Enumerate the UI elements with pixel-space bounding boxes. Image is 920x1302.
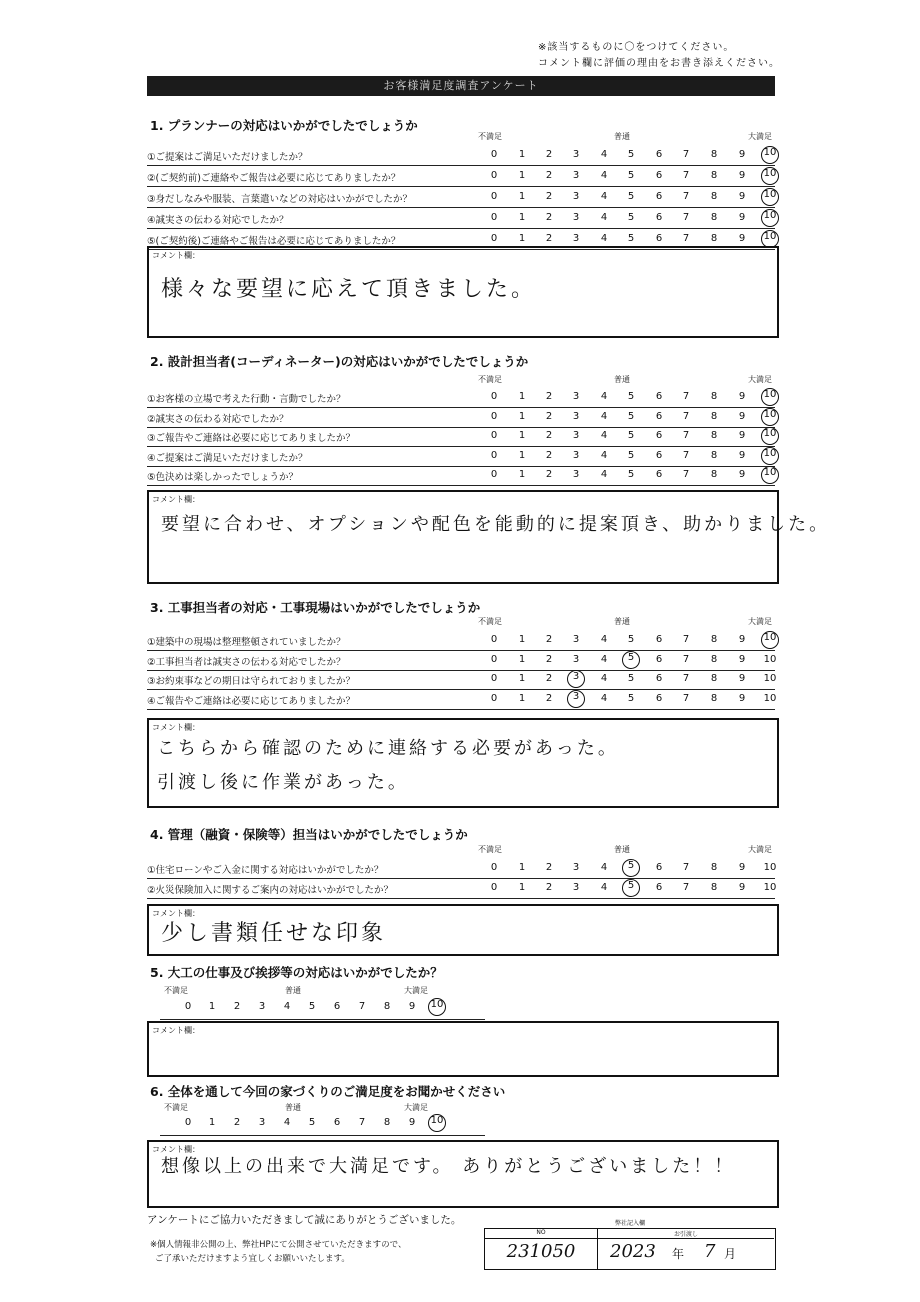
scale-high-label: 大満足 [404,986,428,995]
handwritten-comment: こちらから確認のために連絡する必要があった。 [157,738,619,759]
question-row [147,188,775,208]
comment-label: コメント欄： [152,495,200,504]
rating-option[interactable]: 8 [710,391,718,402]
rating-option[interactable]: 5 [627,391,635,402]
rating-option[interactable]: 4 [600,170,608,181]
rating-option[interactable]: 0 [490,233,498,244]
privacy-note-2: ご了承いただけますよう宜しくお願いいたします。 [155,1254,350,1264]
rating-option[interactable]: 2 [545,410,553,422]
rating-option[interactable]: 9 [738,391,746,402]
comment-box[interactable] [147,490,831,584]
question-row [147,447,775,467]
question-row [147,388,775,408]
section-title: 1. プランナーの対応はいかがでしたでしょうか [150,118,418,133]
rating-option[interactable]: 0 [490,862,498,873]
rating-option[interactable]: 0 [490,212,498,223]
rating-option-selected[interactable]: 10 [428,998,446,1016]
question-row [147,879,775,899]
rating-option[interactable]: 2 [545,430,553,441]
rating-option-selected[interactable]: 10 [761,167,779,185]
comment-label: コメント欄： [152,1145,200,1154]
rating-option-selected[interactable]: 10 [761,209,779,227]
year-unit: 年 [672,1247,685,1261]
rating-option[interactable]: 3 [572,170,580,181]
rating-option[interactable]: 5 [627,212,635,223]
rating-option[interactable]: 7 [682,469,690,480]
question-text: ④ご提案はご満足いただけましたか？ [147,452,308,464]
question-text: ④ご報告やご連絡は必要に応じてありましたか？ [147,695,356,707]
section-title: 3. 工事担当者の対応・工事現場はいかがでしたでしょうか [150,600,481,615]
rating-option[interactable]: 2 [545,449,553,461]
rating-option[interactable]: 5 [308,1001,316,1012]
rating-option[interactable]: 3 [258,1001,266,1012]
rating-option[interactable]: 8 [710,233,718,244]
comment-box[interactable] [147,1140,779,1208]
comment-box[interactable] [147,246,779,338]
rating-option[interactable]: 5 [308,1117,316,1128]
rating-option[interactable]: 2 [233,1001,241,1012]
handover-month: 7 [704,1241,716,1262]
question-row [147,690,775,710]
rating-option[interactable]: 8 [710,882,718,893]
rating-option[interactable]: 8 [710,634,718,645]
rating-option-selected[interactable]: 10 [761,146,779,164]
question-text: ③身だしなみや服装、言葉遣いなどの対応はいかがでしたか？ [147,194,413,205]
rating-option-selected[interactable]: 10 [761,427,779,445]
rating-option[interactable]: 8 [383,1001,391,1012]
question-row [147,427,775,447]
comment-label: コメント欄： [152,909,200,918]
rating-option[interactable]: 1 [518,862,526,873]
rating-option[interactable]: 3 [572,653,580,665]
rating-option[interactable]: 9 [738,449,746,461]
rating-option[interactable]: 8 [710,653,718,665]
rating-option[interactable]: 7 [358,1117,366,1128]
rating-option[interactable]: 8 [710,449,718,461]
rating-option[interactable]: 9 [738,692,746,704]
rating-option[interactable]: 1 [518,882,526,893]
rating-option[interactable]: 1 [518,212,526,223]
scale-mid-label: 普通 [614,132,630,141]
rating-option[interactable]: 3 [572,212,580,223]
scale-low-label: 不満足 [478,132,502,141]
rating-option[interactable]: 9 [738,233,746,244]
rating-option-selected[interactable]: 5 [622,879,640,897]
scale-high-label: 大満足 [748,375,772,384]
rating-option[interactable]: 4 [600,191,608,202]
rating-option-selected[interactable]: 10 [761,408,779,426]
rating-option[interactable]: 8 [710,410,718,422]
rating-option[interactable]: 3 [572,430,580,441]
question-text: ③ご報告やご連絡は必要に応じてありましたか？ [147,433,356,444]
rating-option[interactable]: 1 [518,233,526,244]
rating-option[interactable]: 1 [518,469,526,480]
rating-option[interactable]: 4 [600,391,608,402]
rating-option[interactable]: 6 [655,191,663,202]
handover-cell [598,1229,774,1269]
rating-option[interactable]: 0 [184,1117,192,1128]
question-text: ②工事担当者は誠実さの伝わる対応でしたか？ [147,656,346,668]
rating-option[interactable]: 2 [545,673,553,684]
rating-option[interactable]: 0 [490,882,498,893]
rating-option[interactable]: 5 [627,692,635,704]
rating-option[interactable]: 4 [600,634,608,645]
rating-option-selected[interactable]: 10 [761,631,779,649]
question-text: ③お約束事などの期日は守られておりましたか？ [147,676,356,687]
rating-option[interactable]: 2 [545,634,553,645]
rating-option[interactable]: 0 [490,673,498,684]
rating-option[interactable]: 5 [627,191,635,202]
rating-option[interactable]: 9 [738,410,746,422]
rating-option[interactable]: 0 [490,149,498,160]
rating-option[interactable]: 3 [572,882,580,893]
rating-option[interactable]: 2 [545,233,553,244]
rating-option[interactable]: 5 [627,149,635,160]
rating-option[interactable]: 9 [738,170,746,181]
rating-option[interactable]: 6 [655,449,663,461]
question-row [147,167,775,187]
rating-option[interactable]: 0 [490,469,498,480]
rating-option-selected[interactable]: 5 [622,859,640,877]
rating-option[interactable]: 1 [518,653,526,665]
rating-option[interactable]: 9 [738,212,746,223]
rating-option[interactable]: 9 [738,191,746,202]
rating-option[interactable]: 3 [572,191,580,202]
rating-option[interactable]: 0 [490,391,498,402]
rating-option[interactable]: 7 [682,191,690,202]
comment-box[interactable] [147,904,779,956]
scale-mid-label: 普通 [285,986,301,995]
scale-high-label: 大満足 [404,1103,428,1112]
handover-year: 2023 [610,1241,656,1262]
rating-option[interactable]: 6 [333,1001,341,1012]
question-row [147,859,775,879]
office-use-label: 弊社記入欄 [614,1220,645,1227]
rating-option[interactable]: 8 [710,692,718,704]
rating-option[interactable]: 0 [490,653,498,665]
rating-option[interactable]: 6 [655,882,663,893]
rating-option[interactable]: 8 [710,170,718,181]
rating-option[interactable]: 2 [545,149,553,160]
rating-option[interactable]: 7 [682,862,690,873]
rating-option[interactable]: 1 [518,634,526,645]
rating-option[interactable]: 8 [710,430,718,441]
rating-option[interactable]: 7 [682,233,690,244]
rating-option[interactable]: 2 [545,862,553,873]
comment-label: コメント欄： [152,1026,200,1035]
rating-option[interactable]: 1 [518,391,526,402]
section-title: 6. 全体を通して今回の家づくりのご満足度をお聞かせください [150,1084,506,1099]
rating-option[interactable]: 7 [682,634,690,645]
rating-option[interactable]: 1 [518,149,526,160]
rating-option[interactable]: 5 [627,634,635,645]
question-text: ④誠実さの伝わる対応でしたか？ [147,215,289,226]
rating-option-selected[interactable]: 10 [428,1114,446,1132]
handwritten-comment: 少し書類任せな印象 [161,921,387,946]
rating-option[interactable]: 9 [408,1001,416,1012]
rating-option[interactable]: 1 [518,191,526,202]
rating-option-selected[interactable]: 10 [761,188,779,206]
rating-option[interactable]: 1 [518,673,526,684]
rating-option-selected[interactable]: 3 [567,690,585,708]
rating-option[interactable]: 6 [655,233,663,244]
rating-option[interactable]: 5 [627,170,635,181]
rating-option[interactable]: 3 [572,469,580,480]
rating-option[interactable]: 0 [490,191,498,202]
rating-option[interactable]: 10 [763,692,777,704]
rating-option[interactable]: 1 [518,410,526,422]
comment-label: コメント欄： [152,251,200,260]
rating-option[interactable]: 8 [710,469,718,480]
rating-option[interactable]: 4 [600,212,608,223]
office-use-table [484,1228,776,1270]
instruction-note-1: ※該当するものに〇をつけてください。 [538,42,735,53]
rating-option[interactable]: 5 [627,673,635,684]
rating-option-selected[interactable]: 10 [761,230,779,248]
scale-high-label: 大満足 [748,617,772,626]
rating-option[interactable]: 2 [233,1117,241,1128]
question-text: ⑤(ご契約後)ご連絡やご報告は必要に応じてありましたか？ [147,236,401,247]
rating-option[interactable]: 7 [682,149,690,160]
section-title: 4. 管理（融資・保険等）担当はいかがでしたでしょうか [150,827,468,842]
question-text: ①建築中の現場は整理整頓されていましたか？ [147,637,346,648]
rating-option[interactable]: 0 [184,1001,192,1012]
rating-option[interactable]: 4 [600,862,608,873]
rating-option[interactable]: 4 [600,149,608,160]
rating-option[interactable]: 5 [627,410,635,422]
rating-option[interactable]: 9 [738,882,746,893]
scale-mid-label: 普通 [614,845,630,854]
scale-low-label: 不満足 [478,617,502,626]
section-title: 2. 設計担当者(コーディネーター)の対応はいかがでしたでしょうか [150,354,529,369]
rating-option[interactable]: 4 [600,430,608,441]
rating-option[interactable]: 7 [358,1001,366,1012]
rating-option[interactable]: 0 [490,449,498,461]
handwritten-comment: 要望に合わせ、オプションや配色を能動的に提案頂き、助かりました。 [161,514,831,535]
rating-option[interactable]: 4 [600,410,608,422]
rating-option[interactable]: 2 [545,391,553,402]
rating-option[interactable]: 0 [490,430,498,441]
handover-label: お引渡し [598,1229,774,1239]
privacy-note-1: ※個人情報非公開の上、弊社HPにて公開させていただきますので、 [150,1240,407,1250]
thanks-text: アンケートにご協力いただきまして誠にありがとうございました。 [147,1214,462,1226]
instruction-note-2: コメント欄に評価の理由をお書き添えください。 [538,58,780,69]
no-label: NO [485,1229,597,1239]
rating-option[interactable]: 6 [655,862,663,873]
rating-option[interactable]: 3 [572,449,580,461]
scale-low-label: 不満足 [478,375,502,384]
rating-option[interactable]: 6 [655,634,663,645]
question-row [147,631,775,651]
rating-option[interactable]: 2 [545,170,553,181]
rating-option[interactable]: 8 [710,673,718,684]
rating-option[interactable]: 9 [738,653,746,665]
rating-option[interactable]: 1 [518,170,526,181]
rating-option[interactable]: 3 [572,233,580,244]
rating-option[interactable]: 6 [333,1117,341,1128]
rating-option[interactable]: 6 [655,410,663,422]
scale-low-label: 不満足 [164,1103,188,1112]
rating-option[interactable]: 9 [408,1117,416,1128]
rating-option[interactable]: 0 [490,634,498,645]
rating-option[interactable]: 2 [545,212,553,223]
rating-option[interactable]: 10 [763,673,777,684]
rating-option[interactable]: 3 [572,149,580,160]
rating-option[interactable]: 7 [682,882,690,893]
question-row [147,209,775,229]
rating-option[interactable]: 7 [682,653,690,665]
rating-option[interactable]: 2 [545,882,553,893]
scale-high-label: 大満足 [748,132,772,141]
rating-option[interactable]: 1 [208,1001,216,1012]
rating-option[interactable]: 5 [627,469,635,480]
rating-option[interactable]: 2 [545,191,553,202]
rating-option[interactable]: 5 [627,430,635,441]
question-text: ②火災保険加入に関するご案内の対応はいかがでしたか？ [147,885,394,896]
no-cell [485,1229,598,1269]
rating-option[interactable]: 9 [738,673,746,684]
question-row [147,408,775,428]
comment-box[interactable] [147,718,779,808]
rating-option[interactable]: 2 [545,653,553,665]
survey-title: お客様満足度調査アンケート [147,76,775,96]
question-text: ⑤色決めは楽しかったでしょうか？ [147,472,299,483]
scale-low-label: 不満足 [478,845,502,854]
rating-option[interactable]: 6 [655,149,663,160]
rating-option[interactable]: 3 [258,1117,266,1128]
rating-option[interactable]: 9 [738,862,746,873]
question-row [147,651,775,671]
rating-option[interactable]: 7 [682,170,690,181]
rating-option[interactable]: 7 [682,692,690,704]
rating-option[interactable]: 3 [572,634,580,645]
rating-option[interactable]: 8 [710,149,718,160]
handwritten-comment: 引渡し後に作業があった。 [157,772,409,793]
rating-option[interactable]: 7 [682,673,690,684]
rating-option-selected[interactable]: 10 [761,388,779,406]
rating-option[interactable]: 6 [655,673,663,684]
rating-option[interactable]: 5 [627,233,635,244]
rating-option[interactable]: 0 [490,170,498,181]
rating-option[interactable]: 7 [682,212,690,223]
scale-low-label: 不満足 [164,986,188,995]
rating-option[interactable]: 2 [545,469,553,480]
rating-option[interactable]: 1 [518,692,526,704]
handwritten-comment: 想像以上の出来で大満足です。 ありがとうございました！！ [161,1156,736,1177]
rating-row [160,1117,485,1136]
rating-option[interactable]: 6 [655,653,663,665]
rating-option[interactable]: 6 [655,212,663,223]
no-value: 231050 [506,1241,576,1262]
handwritten-comment: 様々な要望に応えて頂きました。 [161,277,537,302]
rating-option-selected[interactable]: 3 [567,670,585,688]
rating-option[interactable]: 7 [682,410,690,422]
question-text: ①お客様の立場で考えた行動・言動でしたか？ [147,394,346,405]
rating-option[interactable]: 6 [655,170,663,181]
rating-option[interactable]: 4 [600,673,608,684]
rating-option[interactable]: 7 [682,391,690,402]
question-row [147,466,775,486]
rating-option[interactable]: 1 [208,1117,216,1128]
rating-option[interactable]: 5 [627,449,635,461]
rating-option[interactable]: 6 [655,430,663,441]
month-unit: 月 [724,1247,737,1261]
rating-option[interactable]: 3 [572,391,580,402]
rating-option[interactable]: 6 [655,469,663,480]
section-title: 5. 大工の仕事及び挨拶等の対応はいかがでしたか？ [150,965,443,980]
rating-option[interactable]: 8 [710,212,718,223]
rating-option[interactable]: 6 [655,692,663,704]
rating-option[interactable]: 4 [600,653,608,665]
scale-mid-label: 普通 [285,1103,301,1112]
rating-option[interactable]: 4 [600,469,608,480]
rating-option[interactable]: 4 [600,233,608,244]
rating-option[interactable]: 1 [518,430,526,441]
rating-option[interactable]: 3 [572,410,580,422]
rating-option[interactable]: 9 [738,634,746,645]
rating-option[interactable]: 2 [545,692,553,704]
rating-option[interactable]: 8 [383,1117,391,1128]
rating-option[interactable]: 4 [600,882,608,893]
rating-option[interactable]: 8 [710,191,718,202]
rating-option[interactable]: 4 [600,449,608,461]
rating-option-selected[interactable]: 10 [761,466,779,484]
rating-option[interactable]: 4 [600,692,608,704]
scale-high-label: 大満足 [748,845,772,854]
comment-box[interactable] [147,1021,779,1077]
rating-option[interactable]: 4 [283,1117,291,1128]
rating-option[interactable]: 7 [682,449,690,461]
rating-option[interactable]: 10 [763,882,777,893]
rating-row [160,1001,485,1020]
rating-option[interactable]: 3 [572,862,580,873]
question-text: ②(ご契約前)ご連絡やご報告は必要に応じてありましたか？ [147,173,401,184]
question-text: ①住宅ローンやご入金に関する対応はいかがでしたか？ [147,865,384,876]
scale-mid-label: 普通 [614,617,630,626]
rating-option[interactable]: 9 [738,430,746,441]
rating-option-selected[interactable]: 10 [761,447,779,465]
rating-option[interactable]: 0 [490,410,498,422]
rating-option[interactable]: 10 [763,862,777,873]
rating-option[interactable]: 9 [738,469,746,480]
question-text: ①ご提案はご満足いただけましたか？ [147,152,308,163]
rating-option[interactable]: 9 [738,149,746,160]
rating-option[interactable]: 8 [710,862,718,873]
rating-option[interactable]: 6 [655,391,663,402]
scale-mid-label: 普通 [614,375,630,384]
rating-option[interactable]: 10 [763,653,777,665]
question-text: ②誠実さの伝わる対応でしたか？ [147,413,289,425]
rating-option[interactable]: 7 [682,430,690,441]
rating-option[interactable]: 1 [518,449,526,461]
rating-option[interactable]: 0 [490,692,498,704]
comment-label: コメント欄： [152,723,200,732]
rating-option[interactable]: 4 [283,1001,291,1012]
rating-option-selected[interactable]: 5 [622,651,640,669]
question-row [147,146,775,166]
question-row [147,670,775,690]
